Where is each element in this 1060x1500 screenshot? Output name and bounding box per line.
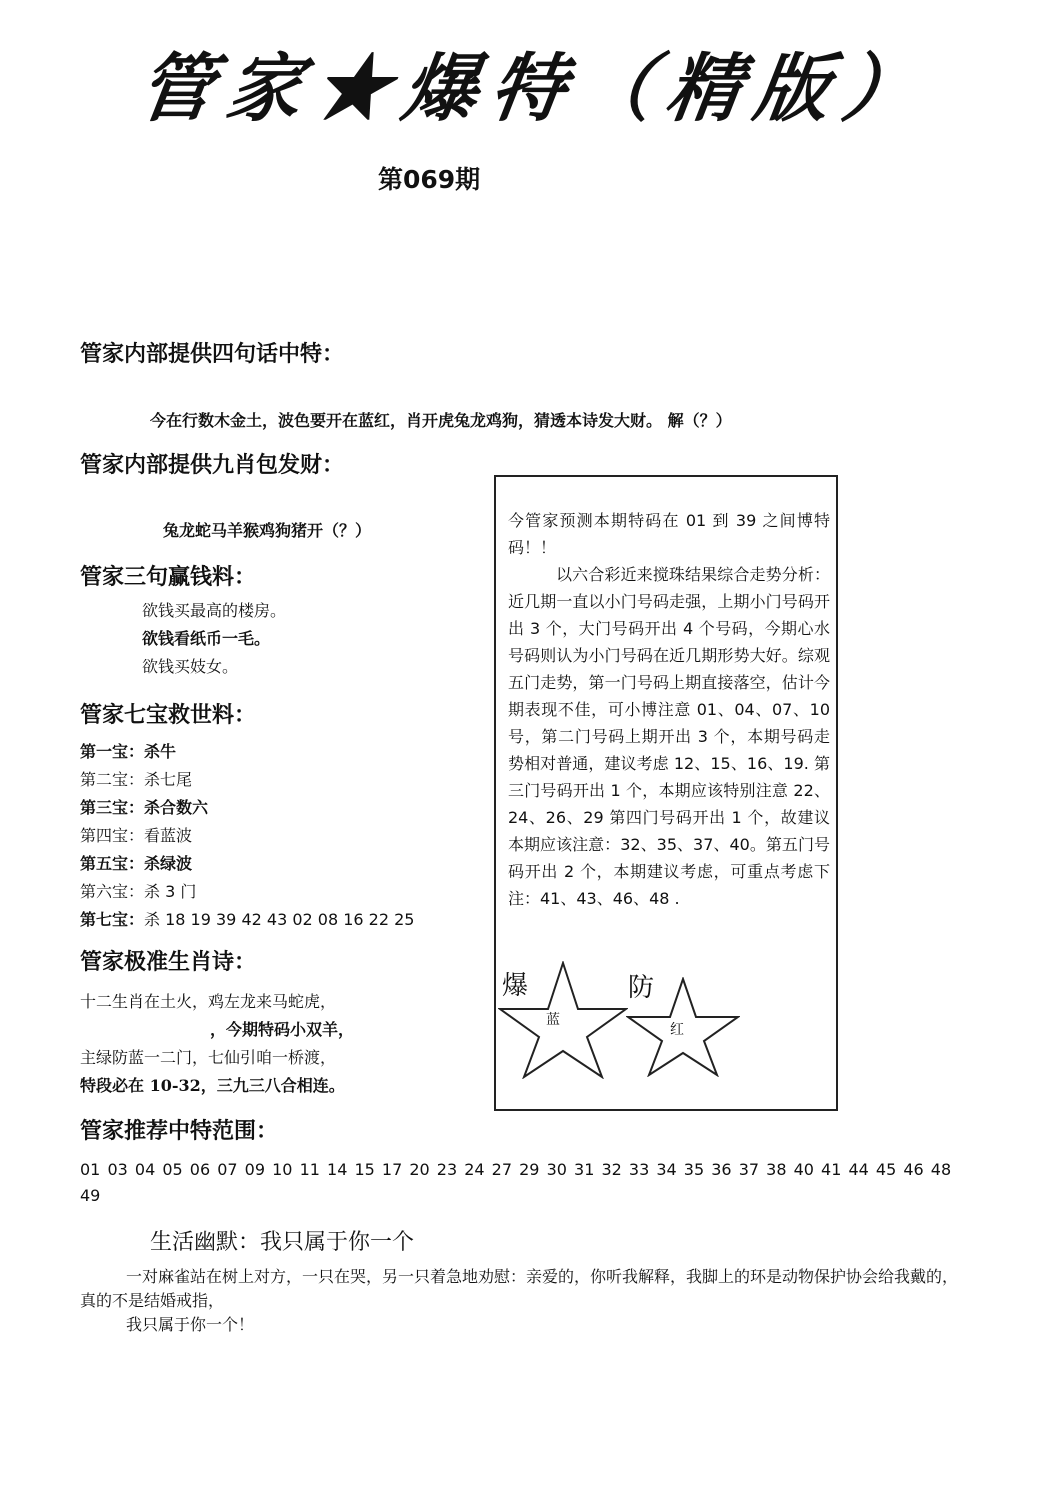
section3-lines — [142, 597, 286, 681]
star2-inner: 红 — [670, 1022, 684, 1038]
section3-heading: 管家三句赢钱料： — [80, 564, 257, 590]
section3-line: 欲钱买最高的楼房。 — [142, 601, 287, 620]
treasure-value: 杀 18 19 39 42 43 02 08 16 22 25 — [144, 910, 415, 929]
treasure-value: 杀七尾 — [144, 770, 193, 789]
prediction-text — [508, 507, 830, 912]
treasure-item — [80, 878, 414, 906]
section2-content: 兔龙蛇马羊猴鸡狗猪开（？） — [163, 521, 372, 540]
treasure-label: 第一宝： — [80, 742, 145, 761]
prediction-intro: 今管家预测本期特码在 01 到 39 之间博特码！！ — [508, 511, 830, 557]
number-range: 01 03 04 05 06 07 09 10 11 14 15 17 20 23 24 27 29 30 31 32 33 34 35 36 37 38 40 41 44 45 46 48 49 — [80, 1160, 952, 1205]
treasure-value: 杀牛 — [144, 742, 177, 761]
section1-content: 今在行数木金土，波色要开在蓝红，肖开虎兔龙鸡狗，猜透本诗发大财。 解（？） — [150, 411, 732, 430]
star2-label: 防 — [628, 973, 655, 1003]
treasure-value: 杀合数六 — [144, 798, 209, 817]
section5-heading: 管家极准生肖诗： — [80, 949, 257, 975]
treasure-item — [80, 906, 414, 934]
treasure-item — [80, 822, 414, 850]
zodiac-poem — [80, 988, 354, 1100]
section3-line: 欲钱买妓女。 — [142, 657, 239, 676]
prediction-box — [494, 475, 838, 1111]
page-title: 管家★爆特（精版） — [133, 46, 938, 132]
treasure-item — [80, 850, 414, 878]
treasure-value: 杀 3 门 — [144, 882, 197, 901]
humor-story — [80, 1265, 970, 1337]
treasure-list — [80, 738, 414, 934]
treasure-value: 看蓝波 — [144, 826, 193, 845]
treasure-item — [80, 766, 414, 794]
treasure-label: 第五宝： — [80, 854, 145, 873]
poem-line: 主绿防蓝一二门，七仙引咱一桥渡， — [80, 1048, 337, 1067]
section3-line: 欲钱看纸币一毛。 — [142, 629, 271, 648]
star1-inner: 蓝 — [546, 1012, 560, 1028]
prediction-analysis: 以六合彩近来搅珠结果综合走势分析：近几期一直以小门号码走强，上期小门号码开出 3 个，大门号码开出 4 个号码，今期心水号码则认为小门号码在近几期形势大好。综观五门走势，第一门号码上期直接落空，估计今期表现不佳，可小博注意 01、04、07、10 号，第二门号码上期开出 3 个，本期号码走势相对普通，建议考虑 12、15、16、19. 第三门号码开出 1 个，本期应该特别注意 22、24、26、29 第四门号码开出 1 个，故建议本期应该注意：32、35、37、40。第五门号码开出 2 个，本期建议考虑，可重点考虑下注：41、43、46、48 . — [508, 565, 830, 908]
treasure-value: 杀绿波 — [144, 854, 193, 873]
poem-line: ，今期特码小双羊， — [210, 1020, 355, 1039]
star-icon — [498, 961, 628, 1079]
treasure-label: 第四宝： — [80, 826, 145, 845]
poem-line: 十二生肖在土火，鸡左龙来马蛇虎， — [80, 992, 337, 1011]
issue-number: 第069期 — [378, 165, 481, 194]
section1-heading: 管家内部提供四句话中特： — [80, 341, 345, 367]
treasure-label: 第七宝： — [80, 910, 145, 929]
humor-ending: 我只属于你一个！ — [126, 1315, 255, 1334]
treasure-item — [80, 738, 414, 766]
star1-label: 爆 — [502, 971, 529, 1001]
section2-heading: 管家内部提供九肖包发财： — [80, 452, 345, 478]
humor-body: 一对麻雀站在树上对方，一只在哭，另一只着急地劝慰：亲爱的，你听我解释，我脚上的环是动物保护协会给我戴的，真的不是结婚戒指， — [80, 1267, 959, 1310]
treasure-label: 第六宝： — [80, 882, 145, 901]
treasure-label: 第三宝： — [80, 798, 145, 817]
humor-title: 生活幽默：我只属于你一个 — [150, 1230, 415, 1255]
section6-heading: 管家推荐中特范围： — [80, 1118, 279, 1144]
treasure-item — [80, 794, 414, 822]
section4-heading: 管家七宝救世料： — [80, 702, 257, 728]
poem-line: 特段必在 10-32，三九三八合相连。 — [80, 1076, 345, 1095]
treasure-label: 第二宝： — [80, 770, 145, 789]
